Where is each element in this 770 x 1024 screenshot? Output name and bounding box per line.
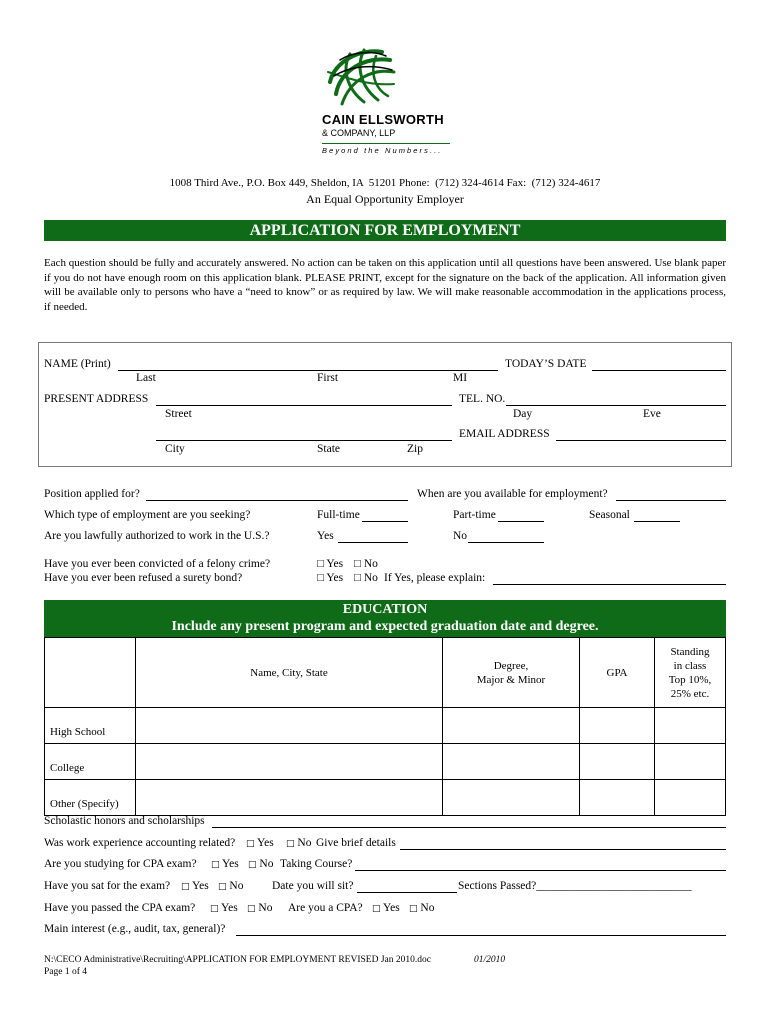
work-exp-no-checkbox[interactable]: □ No — [286, 837, 312, 849]
taking-course-label: Taking Course? — [280, 858, 353, 870]
passed-cpa-no-checkbox[interactable]: □ No — [247, 902, 273, 914]
are-cpa-label: Are you a CPA? — [288, 902, 363, 914]
logo-divider — [322, 143, 450, 144]
todays-date-field[interactable] — [592, 370, 726, 371]
other-gpa-cell[interactable] — [580, 780, 655, 816]
surety-yes-checkbox[interactable]: □ Yes — [317, 572, 344, 584]
equal-opportunity-line: An Equal Opportunity Employer — [306, 192, 464, 206]
education-table — [44, 637, 726, 816]
tel-field[interactable] — [506, 405, 726, 406]
logo-swirl-icon — [320, 42, 400, 112]
main-interest-field[interactable] — [236, 935, 726, 936]
col-gpa-header: GPA — [580, 638, 655, 708]
work-exp-yes-checkbox[interactable]: □ Yes — [246, 837, 274, 849]
table-row — [45, 744, 726, 780]
street-field[interactable] — [156, 405, 452, 406]
table-row — [45, 708, 726, 744]
part-time-field[interactable] — [498, 521, 544, 522]
city-label: City — [165, 443, 185, 455]
logo-name-line1: CAIN ELLSWORTH — [322, 112, 444, 127]
full-time-field[interactable] — [362, 521, 408, 522]
other-degree-cell[interactable] — [443, 780, 580, 816]
eve-label: Eve — [643, 408, 661, 420]
position-applied-label: Position applied for? — [44, 488, 140, 500]
college-degree-cell[interactable] — [443, 744, 580, 780]
col-standing-header: Standing in class Top 10%, 25% etc. — [655, 638, 726, 708]
availability-field[interactable] — [616, 500, 726, 501]
footer-date: 01/2010 — [474, 955, 506, 965]
table-row — [45, 780, 726, 816]
are-cpa-no-checkbox[interactable]: □ No — [409, 902, 435, 914]
col-degree-header: Degree, Major & Minor — [443, 638, 580, 708]
education-title: EDUCATION — [342, 602, 428, 617]
are-cpa-yes-checkbox[interactable]: □ Yes — [372, 902, 400, 914]
authorized-no-field[interactable] — [468, 542, 544, 543]
seasonal-field[interactable] — [634, 521, 680, 522]
date-sit-label: Date you will sit? — [272, 880, 354, 892]
cpa-study-label: Are you studying for CPA exam? — [44, 858, 197, 870]
authorized-label: Are you lawfully authorized to work in the U.S.? — [44, 530, 270, 542]
education-header — [44, 600, 726, 637]
college-gpa-cell[interactable] — [580, 744, 655, 780]
seasonal-label: Seasonal — [589, 509, 630, 521]
surety-no-checkbox[interactable]: □ No — [354, 572, 378, 584]
high-school-gpa-cell[interactable] — [580, 708, 655, 744]
authorized-yes-label: Yes — [317, 530, 334, 542]
mi-label: MI — [453, 372, 468, 384]
footer-page: Page 1 of 4 — [44, 967, 88, 977]
cpa-study-no-checkbox[interactable]: □ No — [248, 858, 274, 870]
sat-exam-label: Have you sat for the exam? — [44, 880, 171, 892]
present-address-label: PRESENT ADDRESS — [44, 393, 149, 405]
email-field[interactable] — [556, 440, 726, 441]
city-state-zip-field[interactable] — [156, 440, 452, 441]
education-level-header — [45, 638, 136, 708]
zip-label: Zip — [407, 443, 423, 455]
logo-name-line2: & COMPANY, LLP — [322, 128, 396, 138]
intro-text: Each question should be fully and accurately answered. No action can be taken on this application until all questions have been answered. Use blank paper if you do not have enough room on this application blank. PLEASE PRINT, except for the signature on the back of the application. All information given will be available only to persons who have a “need to know” or as required by law. We will make reasonable accommodation in the applications process, if needed. — [44, 257, 726, 313]
sat-exam-yes-checkbox[interactable]: □ Yes — [181, 880, 209, 892]
felony-yes-checkbox[interactable]: □ Yes — [317, 558, 344, 570]
last-label: Last — [136, 372, 156, 384]
tel-no-label: TEL. NO. — [459, 393, 506, 405]
day-label: Day — [513, 408, 533, 420]
college-standing-cell[interactable] — [655, 744, 726, 780]
brief-details-label: Give brief details — [316, 837, 396, 849]
explain-field[interactable] — [493, 584, 726, 585]
education-subtitle: Include any present program and expected graduation date and degree. — [171, 619, 599, 634]
email-label: EMAIL ADDRESS — [459, 428, 550, 440]
cpa-study-yes-checkbox[interactable]: □ Yes — [211, 858, 239, 870]
row-label-other: Other (Specify) — [45, 780, 136, 816]
brief-details-field[interactable] — [400, 849, 726, 850]
education-header-row — [45, 638, 726, 708]
part-time-label: Part-time — [453, 509, 496, 521]
main-interest-label: Main interest (e.g., audit, tax, general)? — [44, 923, 226, 935]
passed-cpa-label: Have you passed the CPA exam? — [44, 902, 196, 914]
full-time-label: Full-time — [317, 509, 360, 521]
high-school-degree-cell[interactable] — [443, 708, 580, 744]
college-name-cell[interactable] — [136, 744, 443, 780]
taking-course-field[interactable] — [355, 870, 726, 871]
first-label: First — [317, 372, 339, 384]
logo-tagline: B e y o n d t h e N u m b e r s . . . — [322, 146, 441, 155]
state-label: State — [317, 443, 340, 455]
street-label: Street — [165, 408, 192, 420]
position-applied-field[interactable] — [146, 500, 408, 501]
surety-label: Have you ever been refused a surety bond? — [44, 572, 243, 584]
felony-no-checkbox[interactable]: □ No — [354, 558, 378, 570]
passed-cpa-yes-checkbox[interactable]: □ Yes — [210, 902, 238, 914]
high-school-name-cell[interactable] — [136, 708, 443, 744]
explain-label: If Yes, please explain: — [384, 572, 486, 584]
authorized-yes-field[interactable] — [338, 542, 408, 543]
honors-label: Scholastic honors and scholarships — [44, 815, 205, 827]
sat-exam-no-checkbox[interactable]: □ No — [218, 880, 244, 892]
sections-passed-label[interactable]: Sections Passed?___________________________ — [458, 880, 692, 892]
footer-path: N:\CECO Administrative\Recruiting\APPLICATION FOR EMPLOYMENT REVISED Jan 2010.doc — [44, 955, 431, 965]
employment-type-label: Which type of employment are you seeking? — [44, 509, 251, 521]
name-field[interactable] — [118, 370, 498, 371]
address-line: 1008 Third Ave., P.O. Box 449, Sheldon, IA 51201 Phone: (712) 324-4614 Fax: (712) 324-4617 — [169, 177, 601, 189]
authorized-no-label: No — [453, 530, 468, 542]
todays-date-label: TODAY’S DATE — [505, 358, 587, 370]
high-school-standing-cell[interactable] — [655, 708, 726, 744]
company-logo — [318, 42, 458, 162]
col-name-header: Name, City, State — [136, 638, 443, 708]
name-label: NAME (Print) — [44, 358, 111, 370]
other-standing-cell[interactable] — [655, 780, 726, 816]
felony-label: Have you ever been convicted of a felony crime? — [44, 558, 271, 570]
row-label-college: College — [45, 744, 136, 780]
row-label-high-school: High School — [45, 708, 136, 744]
date-sit-field[interactable] — [357, 892, 457, 893]
form-title: APPLICATION FOR EMPLOYMENT — [44, 220, 726, 241]
work-exp-label: Was work experience accounting related? — [44, 837, 236, 849]
availability-label: When are you available for employment? — [417, 488, 608, 500]
other-name-cell[interactable] — [136, 780, 443, 816]
honors-field[interactable] — [212, 827, 726, 828]
